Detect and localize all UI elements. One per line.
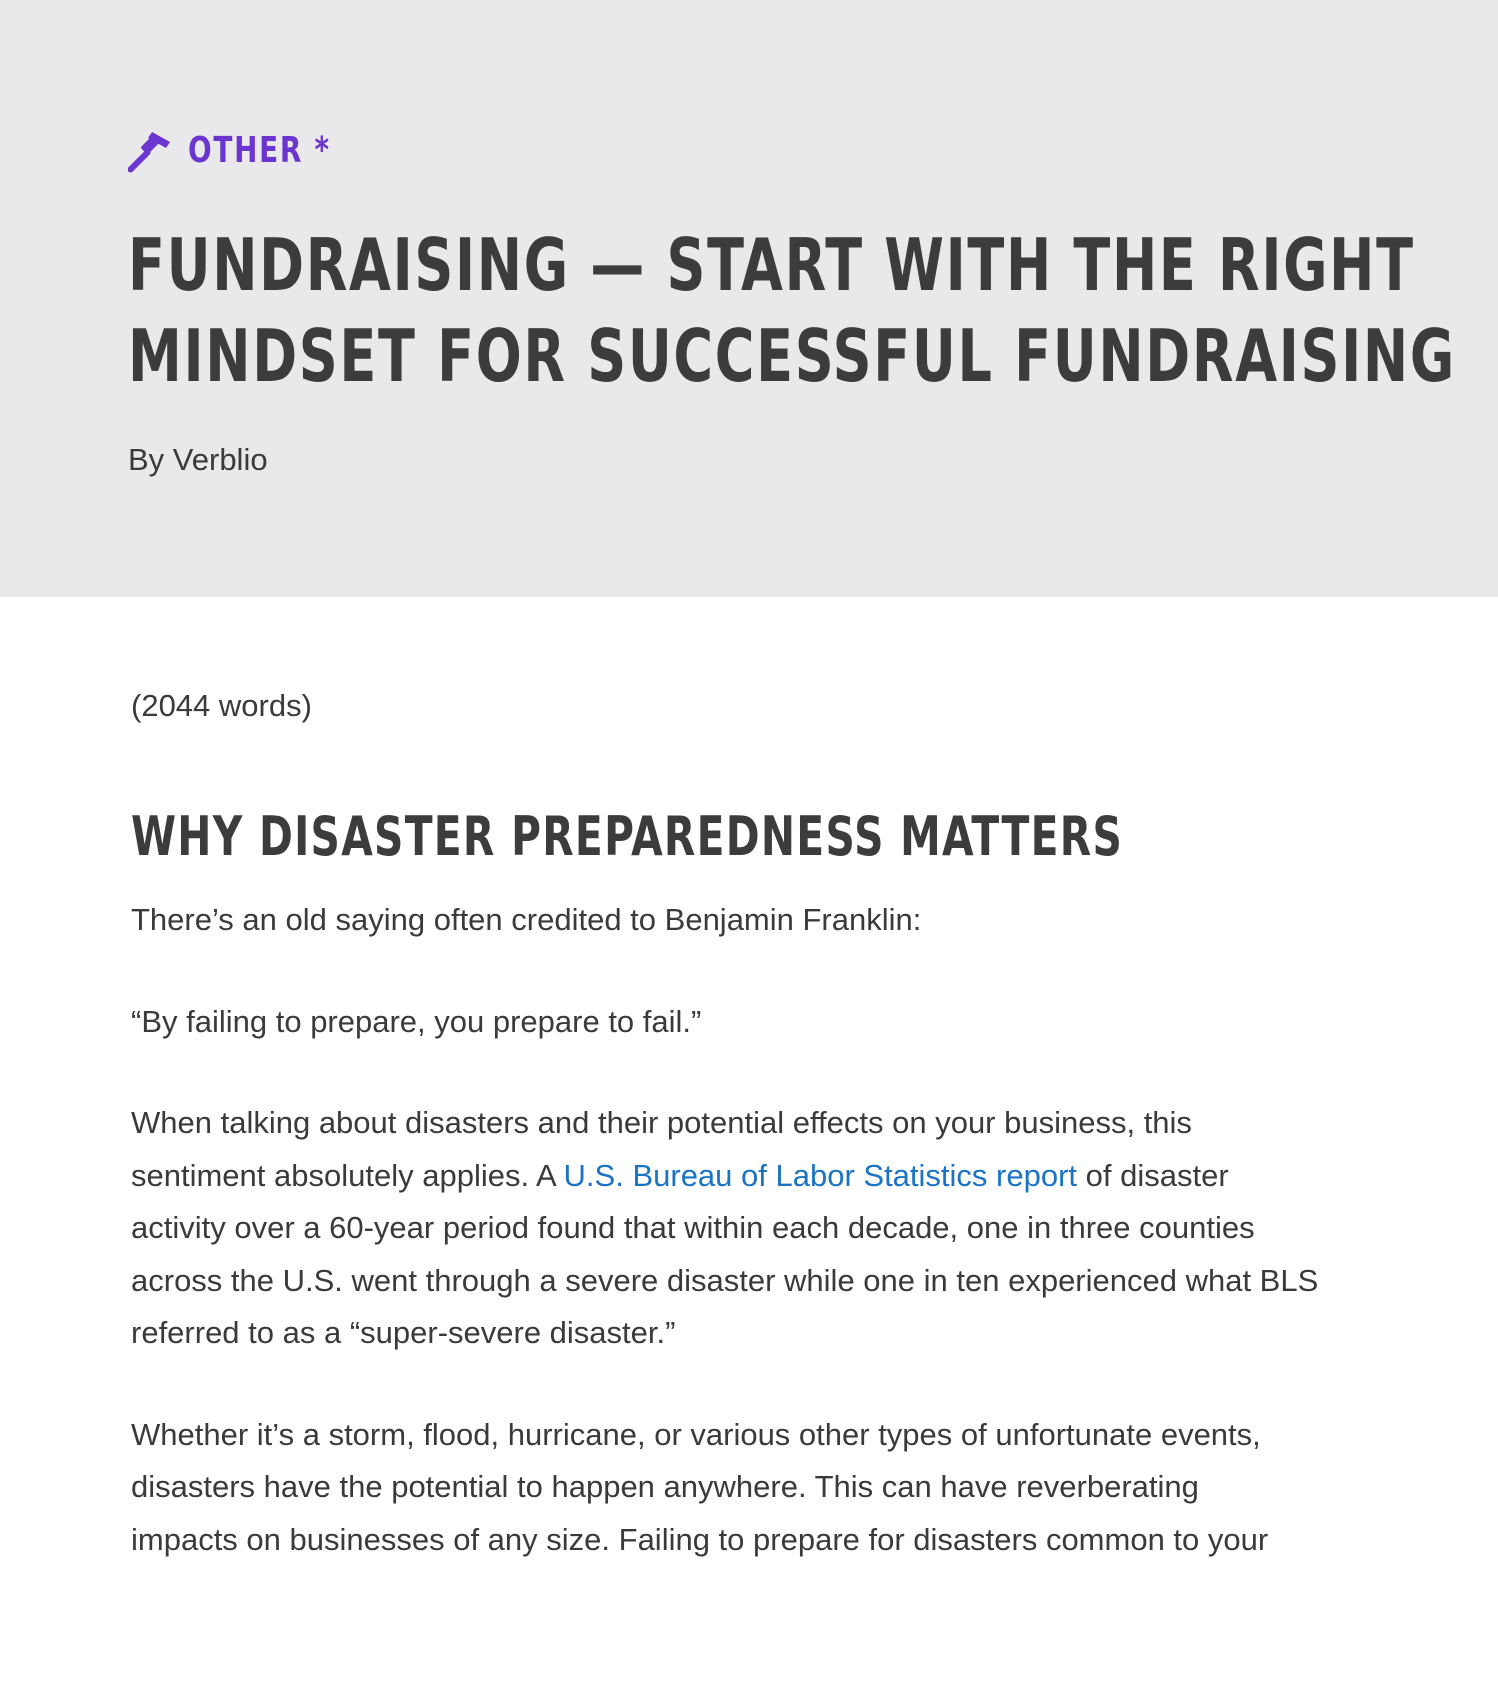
text-line — [131, 1150, 1361, 1203]
bls-report-link[interactable]: U.S. Bureau of Labor Statistics report — [563, 1157, 1078, 1193]
text-line: referred to as a “super-severe disaster.” — [131, 1315, 676, 1350]
category-link[interactable] — [128, 128, 354, 174]
hammer-icon — [128, 128, 174, 174]
text-segment: of disaster — [1077, 1157, 1229, 1193]
text-line: across the U.S. went through a severe disaster while one in ten experienced what BLS — [131, 1262, 1319, 1298]
article-body — [131, 680, 1361, 1566]
text-line: When talking about disasters and their potential effects on your business, this — [131, 1105, 1192, 1140]
page-title — [128, 220, 1456, 402]
paragraph-quote: “By failing to prepare, you prepare to fail.” — [131, 1003, 702, 1039]
author-byline: By Verblio — [128, 442, 268, 477]
category-label: OTHER * — [188, 130, 331, 171]
word-count: (2044 words) — [131, 688, 312, 723]
paragraph-bls-report — [131, 1097, 1361, 1360]
article-header — [0, 0, 1498, 597]
paragraph-disaster-types — [131, 1409, 1361, 1567]
title-line-1: FUNDRAISING — START WITH THE RIGHT — [128, 223, 1415, 307]
text-line: disasters have the potential to happen anywhere. This can have reverberating — [131, 1469, 1199, 1504]
text-line: impacts on businesses of any size. Failing to prepare for disasters common to your — [131, 1521, 1269, 1557]
section-heading: WHY DISASTER PREPAREDNESS MATTERS — [131, 805, 1124, 868]
paragraph-franklin-intro: There’s an old saying often credited to Benjamin Franklin: — [131, 902, 922, 937]
text-line: Whether it’s a storm, flood, hurricane, or various other types of unfortunate events, — [131, 1416, 1261, 1452]
title-line-2: MINDSET FOR SUCCESSFUL FUNDRAISING — [128, 314, 1456, 398]
text-line: activity over a 60-year period found that within each decade, one in three counties — [131, 1210, 1255, 1245]
text-segment: sentiment absolutely applies. A — [131, 1157, 564, 1193]
